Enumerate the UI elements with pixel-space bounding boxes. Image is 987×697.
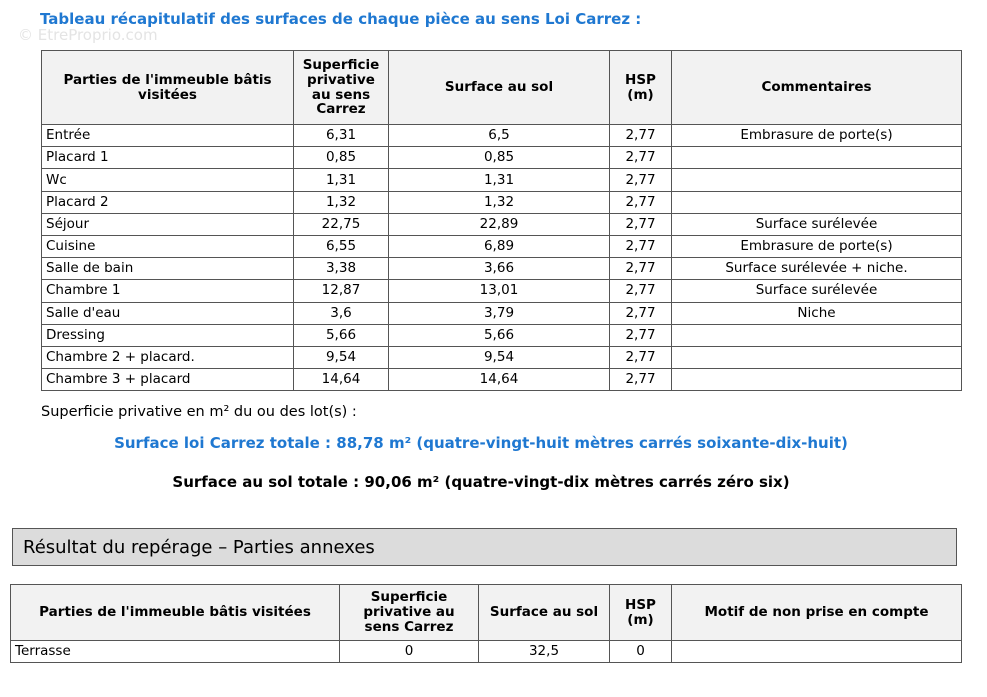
table-cell: 2,77	[610, 213, 672, 235]
table-row	[42, 125, 962, 147]
table-row	[42, 169, 962, 191]
table-cell: 1,32	[389, 191, 610, 213]
table-cell: 1,31	[389, 169, 610, 191]
column-header: Parties de l'immeuble bâtis visitées	[42, 51, 294, 125]
table-row	[42, 213, 962, 235]
table-cell: Entrée	[42, 125, 294, 147]
watermark: © EtreProprio.com	[18, 26, 158, 44]
column-header: Commentaires	[672, 51, 962, 125]
table-cell: 1,31	[294, 169, 389, 191]
table-row	[42, 302, 962, 324]
table-cell: Cuisine	[42, 235, 294, 257]
table-cell: 2,77	[610, 147, 672, 169]
table-cell: 6,55	[294, 235, 389, 257]
table-row	[11, 641, 962, 663]
column-header: HSP (m)	[610, 51, 672, 125]
table-cell: Surface surélevée	[672, 213, 962, 235]
table-cell: 0	[340, 641, 479, 663]
table-cell: 2,77	[610, 125, 672, 147]
column-header: Superficie privative au sens Carrez	[340, 585, 479, 641]
column-header: HSP (m)	[610, 585, 672, 641]
table-cell	[672, 324, 962, 346]
table-cell: 0	[610, 641, 672, 663]
table-cell: 22,75	[294, 213, 389, 235]
table-row	[42, 324, 962, 346]
table-cell	[672, 369, 962, 391]
table-row	[42, 258, 962, 280]
table-cell: 2,77	[610, 258, 672, 280]
table-cell: Chambre 3 + placard	[42, 369, 294, 391]
table-title: Tableau récapitulatif des surfaces de chaque pièce au sens Loi Carrez :	[40, 10, 642, 28]
table-cell: 14,64	[389, 369, 610, 391]
table-row	[42, 191, 962, 213]
table-cell: Salle d'eau	[42, 302, 294, 324]
table-cell: 3,38	[294, 258, 389, 280]
table-row	[42, 346, 962, 368]
table-cell: Wc	[42, 169, 294, 191]
table-cell: 2,77	[610, 324, 672, 346]
table-cell: Surface surélevée + niche.	[672, 258, 962, 280]
table-cell: Placard 1	[42, 147, 294, 169]
table-cell: 22,89	[389, 213, 610, 235]
table-row	[42, 235, 962, 257]
carrez-total: Surface loi Carrez totale : 88,78 m² (quatre-vingt-huit mètres carrés soixante-dix-huit)	[114, 434, 848, 452]
table-cell: 2,77	[610, 191, 672, 213]
table-cell: 12,87	[294, 280, 389, 302]
table-cell: 5,66	[389, 324, 610, 346]
table-cell: 2,77	[610, 346, 672, 368]
table-cell: Placard 2	[42, 191, 294, 213]
superficie-label: Superficie privative en m² du ou des lot(s) :	[41, 404, 357, 420]
table-cell: Dressing	[42, 324, 294, 346]
table-cell: 1,32	[294, 191, 389, 213]
table-cell: Chambre 2 + placard.	[42, 346, 294, 368]
table-row	[42, 369, 962, 391]
table-cell: 32,5	[479, 641, 610, 663]
table-cell	[672, 346, 962, 368]
table-cell: Salle de bain	[42, 258, 294, 280]
table-cell: Embrasure de porte(s)	[672, 235, 962, 257]
table-cell: Séjour	[42, 213, 294, 235]
table-cell: 2,77	[610, 235, 672, 257]
column-header: Surface au sol	[389, 51, 610, 125]
table-cell: Surface surélevée	[672, 280, 962, 302]
table-cell: Embrasure de porte(s)	[672, 125, 962, 147]
section-header: Résultat du repérage – Parties annexes	[12, 528, 957, 566]
table-cell	[672, 147, 962, 169]
column-header: Surface au sol	[479, 585, 610, 641]
table-cell: 3,79	[389, 302, 610, 324]
table-cell	[672, 641, 962, 663]
table-cell: Terrasse	[11, 641, 340, 663]
table-cell: 5,66	[294, 324, 389, 346]
carrez-table	[41, 50, 962, 391]
table-cell: 3,6	[294, 302, 389, 324]
table-cell	[672, 169, 962, 191]
table-cell: 6,89	[389, 235, 610, 257]
table-cell: 0,85	[389, 147, 610, 169]
sol-total: Surface au sol totale : 90,06 m² (quatre-vingt-dix mètres carrés zéro six)	[172, 473, 790, 491]
table-cell: 14,64	[294, 369, 389, 391]
table-cell: 3,66	[389, 258, 610, 280]
column-header: Parties de l'immeuble bâtis visitées	[11, 585, 340, 641]
table-cell: 2,77	[610, 280, 672, 302]
annexes-table	[10, 584, 962, 663]
table-cell: 0,85	[294, 147, 389, 169]
column-header: Superficie privative au sens Carrez	[294, 51, 389, 125]
table-cell: 9,54	[294, 346, 389, 368]
table-cell: 2,77	[610, 369, 672, 391]
table-cell: 6,31	[294, 125, 389, 147]
column-header: Motif de non prise en compte	[672, 585, 962, 641]
table-cell: Niche	[672, 302, 962, 324]
table-cell: Chambre 1	[42, 280, 294, 302]
table-cell: 13,01	[389, 280, 610, 302]
table-cell: 2,77	[610, 169, 672, 191]
table-row	[42, 280, 962, 302]
table-row	[42, 147, 962, 169]
table-cell: 2,77	[610, 302, 672, 324]
table-cell: 6,5	[389, 125, 610, 147]
table-cell: 9,54	[389, 346, 610, 368]
table-cell	[672, 191, 962, 213]
